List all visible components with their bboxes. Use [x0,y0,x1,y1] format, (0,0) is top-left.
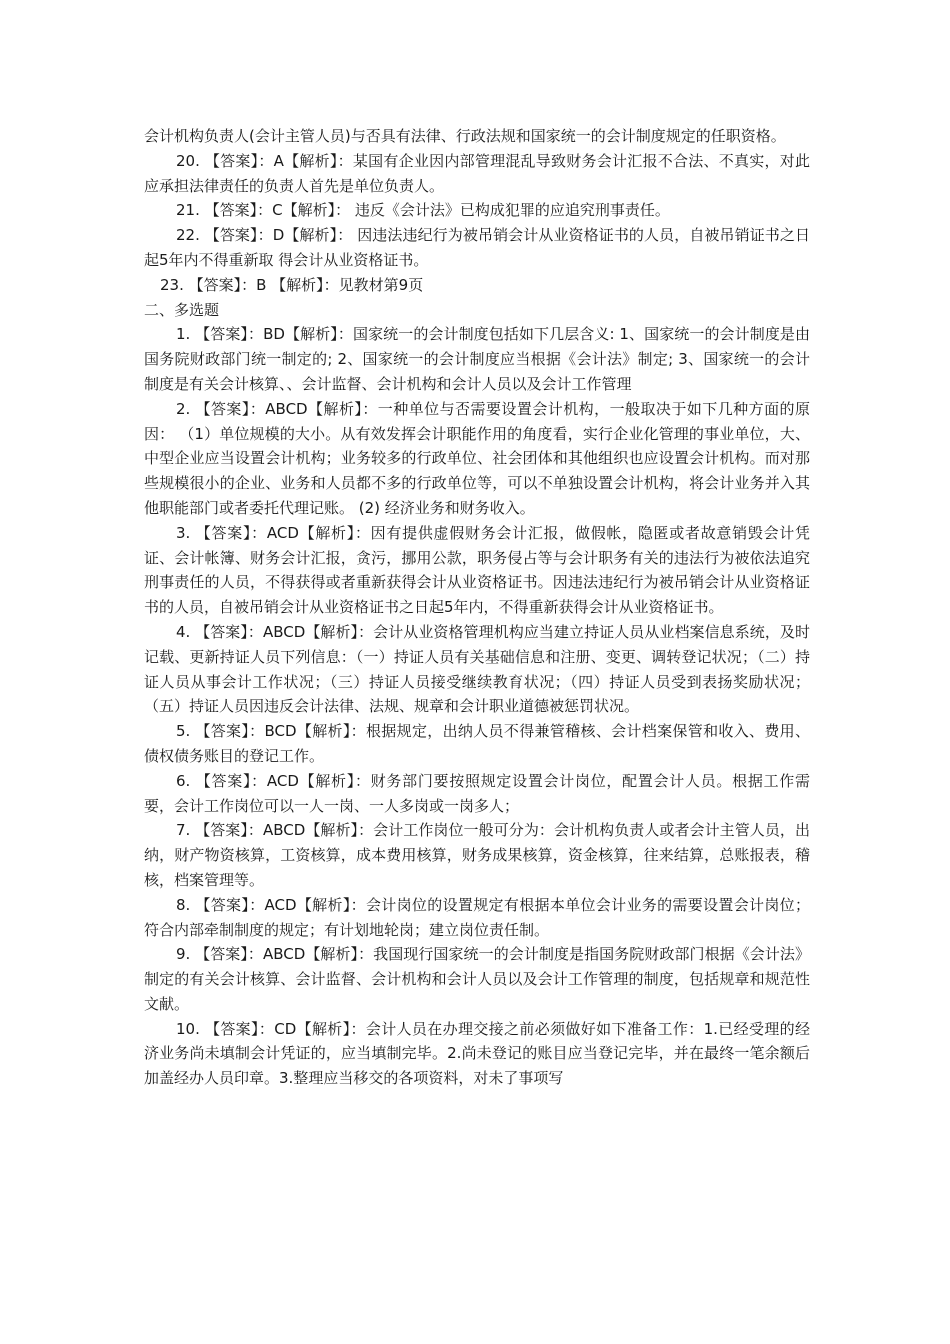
paragraph-continuation: 会计机构负责人(会计主管人员)与否具有法律、行政法规和国家统一的会计制度规定的任职资格。 [144,127,786,145]
multi-answer-9: 9. 【答案】：ABCD【解析】：我国现行国家统一的会计制度是指国务院财政部门根据《会计法》制定的有关会计核算、会计监督、会计机构和会计人员以及会计工作管理的制度，包括规章和规范性文献。 [144,945,810,1013]
multi-answer-5: 5. 【答案】：BCD【解析】：根据规定，出纳人员不得兼管稽核、会计档案保管和收入、费用、债权债务账目的登记工作。 [144,722,810,765]
multi-answer-4: 4. 【答案】：ABCD【解析】：会计从业资格管理机构应当建立持证人员从业档案信息系统，及时记载、更新持证人员下列信息：（一）持证人员有关基础信息和注册、变更、调转登记状况；（二）持证人员从事会计工作状况；（三）持证人员接受继续教育状况；（四）持证人员受到表扬奖励状况；（五）持证人员因违反会计法律、法规、规章和会计职业道德被惩罚状况。 [144,622,810,716]
multi-answer-6: 6. 【答案】：ACD【解析】：财务部门要按照规定设置会计岗位，配置会计人员。根据工作需要，会计工作岗位可以一人一岗、一人多岗或一岗多人； [144,771,810,815]
multi-answer-1: 1. 【答案】：BD【解析】：国家统一的会计制度包括如下几层含义: 1、国家统一的会计制度是由国务院财政部门统一制定的; 2、国家统一的会计制度应当根据《会计法》制定; 3、国家统一的会计制度是有关会计核算、、会计监督、会计机构和会计人员以及会计工作管理 [144,325,810,393]
multi-answer-7: 7. 【答案】：ABCD【解析】：会计工作岗位一般可分为：会计机构负责人或者会计主管人员，出纳，财产物资核算，工资核算，成本费用核算，财务成果核算，资金核算，往来结算，总账报表，稽核，档案管理等。 [144,821,810,889]
answer-22: 22. 【答案】：D【解析】： 因违法违纪行为被吊销会计从业资格证书的人员，自被吊销证书之日起5年内不得重新取 得会计从业资格证书。 [144,226,810,269]
multi-answer-2: 2. 【答案】：ABCD【解析】：一种单位与否需要设置会计机构，一般取决于如下几种方面的原因： （1）单位规模的大小。从有效发挥会计职能作用的角度看，实行企业化管理的事业单位，大、中型企业应当设置会计机构；业务较多的行政单位、社会团体和其他组织也应设置会计机构。而对那些规模很小的企业、业务和人员都不多的行政单位等，可以不单独设置会计机构，将会计业务并入其他职能部门或者委托代理记账。 (2) 经济业务和财务收入。 [144,399,810,517]
multi-answer-10: 10. 【答案】：CD【解析】：会计人员在办理交接之前必须做好如下准备工作：1.已经受理的经济业务尚未填制会计凭证的，应当填制完毕。2.尚未登记的账目应当登记完毕，并在最终一笔余额后加盖经办人员印章。3.整理应当移交的各项资料，对未了事项写 [144,1019,810,1088]
multi-answer-3: 3. 【答案】：ACD【解析】：因有提供虚假财务会计汇报，做假帐，隐匿或者故意销毁会计凭证、会计帐簿、财务会计汇报，贪污，挪用公款，职务侵占等与会计职务有关的违法行为被依法追究刑事责任的人员，不得获得或者重新获得会计从业资格证书。因违法违纪行为被吊销会计从业资格证书的人员，自被吊销会计从业资格证书之日起5年内，不得重新获得会计从业资格证书。 [144,523,810,617]
answer-20: 20. 【答案】：A【解析】：某国有企业因内部管理混乱导致财务会计汇报不合法、不真实，对此应承担法律责任的负责人首先是单位负责人。 [144,151,810,195]
answer-21: 21. 【答案】：C【解析】： 违反《会计法》已构成犯罪的应追究刑事责任。 [176,201,670,220]
document-page [144,124,810,1091]
answer-23: 23. 【答案】：B 【解析】：见教材第9页 [160,275,424,294]
multi-answer-8: 8. 【答案】：ACD【解析】：会计岗位的设置规定有根据本单位会计业务的需要设置会计岗位；符合内部牵制制度的规定；有计划地轮岗；建立岗位责任制。 [144,895,810,939]
section-title-multiple-choice: 二、多选题 [144,300,220,319]
